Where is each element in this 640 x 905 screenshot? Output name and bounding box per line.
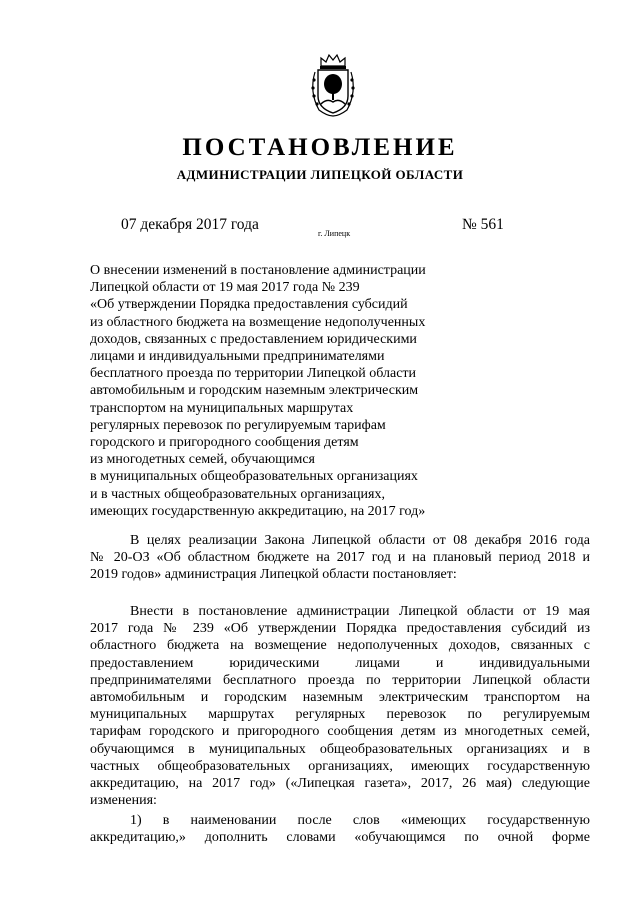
- subject-line: имеющих государственную аккредитацию, на 2017 год»: [90, 503, 426, 519]
- subject-line: автомобильным и городским наземным электрическим: [90, 383, 419, 399]
- paragraph-line: № 20-ОЗ «Об областном бюджете на 2017 год и на плановый период 2018 и: [90, 550, 590, 566]
- paragraph-line: аккредитацию,» дополнить словами «обучающимся по очной форме: [90, 830, 590, 846]
- resolution-paragraph: [90, 603, 590, 809]
- paragraph-line: муниципальных маршрутах регулярных перевозок по регулируемым: [90, 707, 590, 723]
- paragraph-line: 2017 года № 239 «Об утверждении Порядка предоставления субсидий из: [90, 621, 590, 637]
- document-subject: [90, 262, 470, 520]
- document-title: ПОСТАНОВЛЕНИЕ: [182, 134, 458, 161]
- paragraph-line: областного бюджета на возмещение недополученных доходов, связанных с: [90, 638, 590, 654]
- subject-line: О внесении изменений в постановление администрации: [90, 263, 426, 278]
- paragraph-line: автомобильным и городским наземным электрическим транспортом на: [90, 690, 590, 706]
- paragraph-line: 1) в наименовании после слов «имеющих государственную: [130, 813, 590, 828]
- document-number: № 561: [462, 216, 504, 233]
- preamble-paragraph: [90, 532, 590, 584]
- subject-line: лицами и индивидуальными предпринимателями: [90, 349, 385, 365]
- subject-line: в муниципальных общеобразовательных организациях: [90, 469, 418, 485]
- subject-line: доходов, связанных с предоставлением юридическими: [90, 331, 417, 347]
- paragraph-line: изменения:: [90, 793, 157, 809]
- paragraph-line: Внести в постановление администрации Липецкой области от 19 мая: [130, 604, 590, 619]
- subject-line: транспортом на муниципальных маршрутах: [90, 400, 354, 416]
- amendment-item: [90, 812, 590, 846]
- subject-line: «Об утверждении Порядка предоставления субсидий: [90, 297, 408, 313]
- paragraph-line: предоставлением юридическими лицами и индивидуальными: [90, 655, 590, 671]
- paragraph-line: предпринимателями бесплатного проезда по территории Липецкой области: [90, 672, 590, 688]
- document-date: 07 декабря 2017 года: [121, 216, 259, 233]
- subject-line: Липецкой области от 19 мая 2017 года № 239: [90, 280, 360, 296]
- paragraph-line: аккредитацию, на 2017 год» («Липецкая газета», 2017, 26 мая) следующие: [90, 776, 590, 792]
- subject-line: из многодетных семей, обучающимся: [90, 452, 315, 468]
- subject-line: регулярных перевозок по регулируемым тарифам: [90, 417, 386, 433]
- paragraph-line: частных общеобразовательных организациях, имеющих государственную: [90, 758, 590, 774]
- coat-of-arms-icon: [305, 52, 361, 118]
- paragraph-line: тарифам городского и пригородного сообщения детям из многодетных семей,: [90, 724, 590, 740]
- document-subtitle: АДМИНИСТРАЦИИ ЛИПЕЦКОЙ ОБЛАСТИ: [176, 167, 464, 182]
- paragraph-line: 2019 годов» администрация Липецкой области постановляет:: [90, 567, 457, 583]
- subject-line: и в частных общеобразовательных организациях,: [90, 486, 385, 502]
- subject-line: бесплатного проезда по территории Липецкой области: [90, 366, 417, 382]
- document-city: г. Липецк: [318, 229, 351, 238]
- paragraph-line: обучающимся в муниципальных общеобразовательных организациях и в: [90, 741, 590, 757]
- subject-line: из областного бюджета на возмещение недополученных: [90, 314, 426, 330]
- subject-line: городского и пригородного сообщения детям: [90, 435, 359, 451]
- paragraph-line: В целях реализации Закона Липецкой области от 08 декабря 2016 года: [130, 533, 590, 548]
